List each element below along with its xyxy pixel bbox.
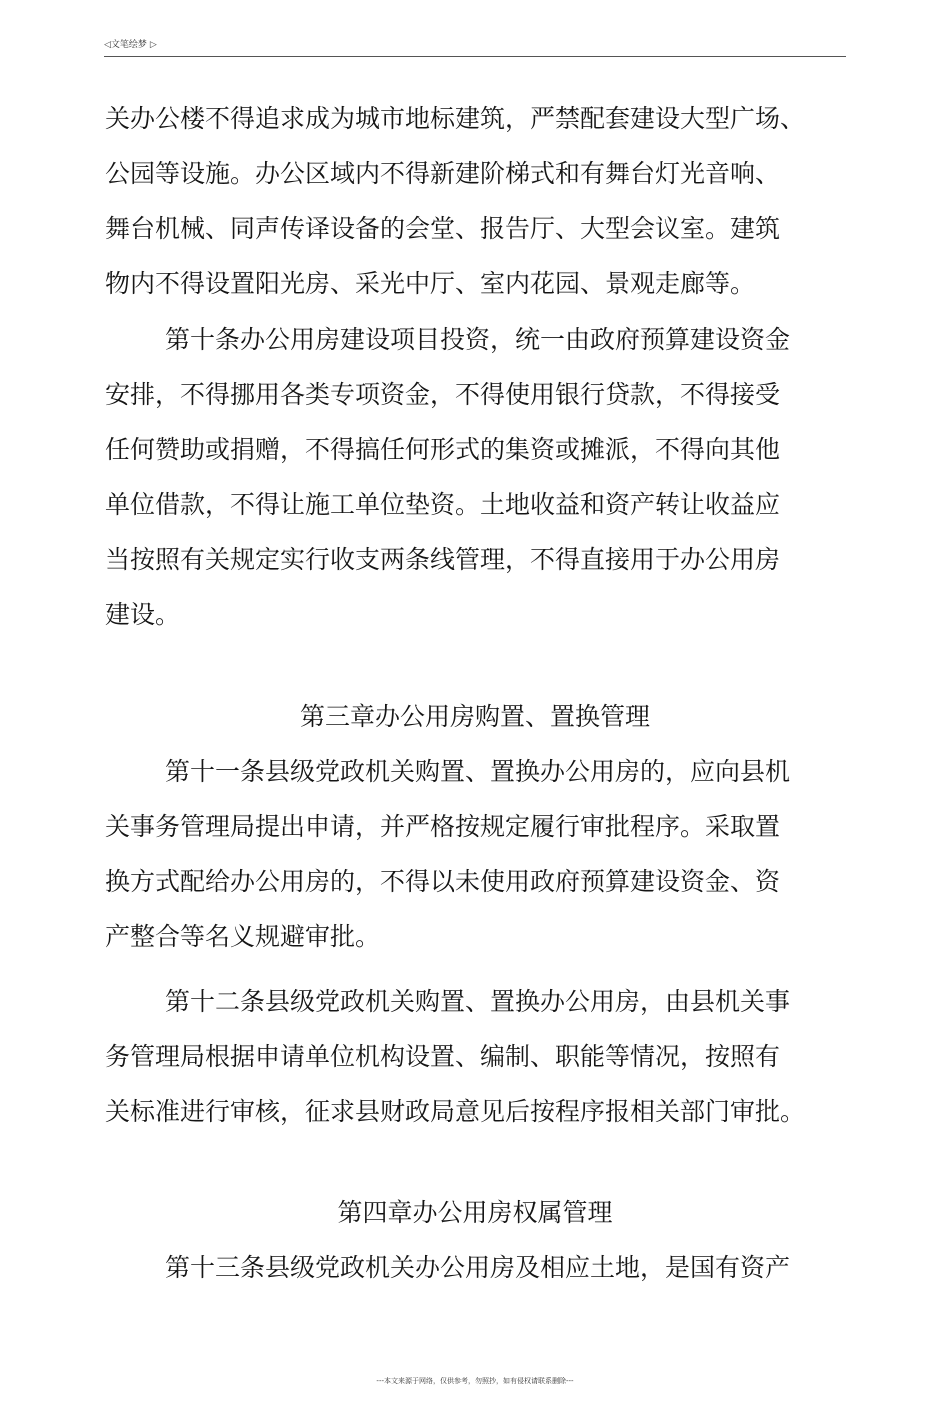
right-triangle-icon: ▷ <box>149 40 157 50</box>
paragraph-line: 当按照有关规定实行收支两条线管理，不得直接用于办公用房 <box>105 545 781 574</box>
article-10-first-line: 第十条办公用房建设项目投资，统一由政府预算建设资金 <box>165 325 791 354</box>
chapter-3-heading: 第三章办公用房购置、置换管理 <box>299 702 650 731</box>
paragraph-line: 产整合等名义规避审批。 <box>105 922 381 951</box>
chapter-4-heading: 第四章办公用房权属管理 <box>337 1198 613 1227</box>
article-12-first-line: 第十二条县级党政机关购置、置换办公用房，由县机关事 <box>165 987 791 1016</box>
paragraph-line: 务管理局根据申请单位机构设置、编制、职能等情况，按照有 <box>105 1042 781 1071</box>
article-13-first-line: 第十三条县级党政机关办公用房及相应土地，是国有资产 <box>165 1253 791 1282</box>
paragraph-line: 换方式配给办公用房的，不得以未使用政府预算建设资金、资 <box>105 867 781 896</box>
paragraph-line: 关办公楼不得追求成为城市地标建筑，严禁配套建设大型广场、 <box>105 104 806 133</box>
paragraph-line: 舞台机械、同声传译设备的会堂、报告厅、大型会议室。建筑 <box>105 214 781 243</box>
article-11-first-line: 第十一条县级党政机关购置、置换办公用房的，应向县机 <box>165 757 791 786</box>
paragraph-line: 建设。 <box>105 600 181 629</box>
paragraph-line: 关标准进行审核，征求县财政局意见后按程序报相关部门审批。 <box>105 1097 806 1126</box>
paragraph-line: 安排，不得挪用各类专项资金，不得使用银行贷款，不得接受 <box>105 380 781 409</box>
paragraph-line: 关事务管理局提出申请，并严格按规定履行审批程序。采取置 <box>105 812 781 841</box>
left-triangle-icon: ◁ <box>104 40 111 50</box>
page-footer: ---本文来源于网络，仅供参考，勿照抄，如有侵权请联系删除--- <box>376 1377 574 1385</box>
paragraph-line: 任何赞助或捐赠，不得搞任何形式的集资或摊派，不得向其他 <box>105 435 781 464</box>
paragraph-line: 单位借款，不得让施工单位垫资。土地收益和资产转让收益应 <box>105 490 781 519</box>
page-header <box>104 38 846 57</box>
header-text: 文笔绘梦 <box>110 40 147 50</box>
paragraph-line: 物内不得设置阳光房、采光中厅、室内花园、景观走廊等。 <box>105 269 756 298</box>
paragraph-line: 公园等设施。办公区域内不得新建阶梯式和有舞台灯光音响、 <box>105 159 781 188</box>
